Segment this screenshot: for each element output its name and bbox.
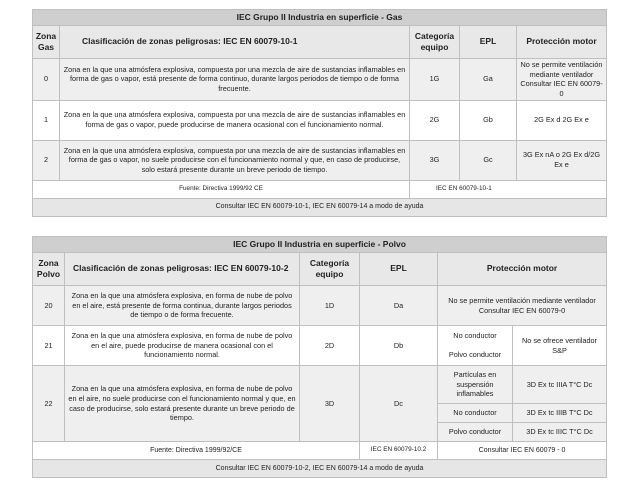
dust-type: No conductor [453, 330, 497, 340]
polvo-header-proteccion: Protección motor [438, 253, 607, 286]
epl-value: Ga [460, 59, 517, 101]
gas-header-zona: Zona Gas [33, 26, 60, 59]
motor-protection: 3D Ex tc IIIA T°C Dc [513, 366, 607, 404]
epl-value: Db [360, 326, 438, 366]
zone-description: Zona en la que una atmósfera explosiva, compuesta por una mezcla de aire de sustancias inflamables en forma de gas o vapor, no suele producirse con el funcionamiento normal y que, en caso de producirse, solo estará presente durante un breve periodo de tiempo. [60, 140, 410, 180]
epl-value: Gb [460, 100, 517, 140]
table-row [33, 59, 607, 101]
motor-protection: No se permite ventilación mediante ventilador Consultar IEC EN 60079-0 [517, 59, 607, 101]
motor-protection: No se permite ventilación mediante ventilador Consultar IEC EN 60079-0 [438, 286, 607, 326]
polvo-header-clasificacion: Clasificación de zonas peligrosas: IEC EN 60079-10-2 [65, 253, 300, 286]
polvo-table-title: IEC Grupo II Industria en superficie - Polvo [33, 237, 607, 253]
zone-description: Zona en la que una atmósfera explosiva, en forma de nube de polvo en el aire, está presente de forma continua, durante largos periodos de tiempo o de forma frecuente. [65, 286, 300, 326]
dust-type: Partículas en suspensión inflamables [438, 366, 513, 404]
gas-header-categoria: Categoría equipo [410, 26, 460, 59]
zone-number: 1 [33, 100, 60, 140]
equipment-category: 1D [300, 286, 360, 326]
gas-table [32, 9, 607, 217]
gas-source-iec: IEC EN 60079-10-1 [410, 180, 607, 198]
table-row [33, 100, 607, 140]
zone-number: 20 [33, 286, 65, 326]
zone-description: Zona en la que una atmósfera explosiva, en forma de nube de polvo en el aire, puede producirse de manera ocasional con el funcionamiento normal. [65, 326, 300, 366]
motor-protection: No se ofrece ventilador S&P [513, 326, 607, 366]
gas-note-row [33, 198, 607, 216]
table-row [33, 286, 607, 326]
polvo-note-row [33, 460, 607, 478]
gas-note: Consultar IEC EN 60079-10-1, IEC EN 60079-14 a modo de ayuda [33, 198, 607, 216]
gas-source-row [33, 180, 607, 198]
equipment-category: 2G [410, 100, 460, 140]
equipment-category: 2D [300, 326, 360, 366]
polvo-table [32, 236, 607, 478]
zone-description: Zona en la que una atmósfera explosiva, compuesta por una mezcla de aire de sustancias inflamables en forma de gas o vapor, puede producirse de manera ocasional con el funcionamiento normal. [60, 100, 410, 140]
motor-protection: 3D Ex tc IIIB T°C Dc [513, 404, 607, 423]
zone-number: 0 [33, 59, 60, 101]
polvo-header-epl: EPL [360, 253, 438, 286]
polvo-source-iec: IEC EN 60079-10.2 [360, 442, 438, 460]
dust-type: No conductor [438, 404, 513, 423]
zone-number: 21 [33, 326, 65, 366]
equipment-category: 3G [410, 140, 460, 180]
dust-type: Polvo conductor [448, 350, 502, 360]
equipment-category: 3D [300, 366, 360, 442]
table-row [33, 140, 607, 180]
gas-table-title: IEC Grupo II Industria en superficie - Gas [33, 10, 607, 26]
epl-value: Dc [360, 366, 438, 442]
epl-value: Da [360, 286, 438, 326]
polvo-note: Consultar IEC EN 60079-10-2, IEC EN 60079-14 a modo de ayuda [33, 460, 607, 478]
polvo-source-row [33, 442, 607, 460]
motor-protection: 3G Ex nA o 2G Ex d/2G Ex e [517, 140, 607, 180]
motor-protection: 3D Ex tc IIIC T°C Dc [513, 423, 607, 442]
zone-number: 2 [33, 140, 60, 180]
dust-type: Polvo conductor [438, 423, 513, 442]
gas-header-epl: EPL [460, 26, 517, 59]
gas-header-clasificacion: Clasificación de zonas peligrosas: IEC EN 60079-10-1 [60, 26, 410, 59]
gas-source: Fuente: Directiva 1999/92 CE [33, 180, 410, 198]
table-row [33, 326, 607, 346]
epl-value: Gc [460, 140, 517, 180]
table-row [33, 366, 607, 404]
zone-description: Zona en la que una atmósfera explosiva, compuesta por una mezcla de aire de sustancias inflamables en forma de gas o vapor, está presente de forma continuo, durante largos periodos de tiempo o de forma frecuente. [60, 59, 410, 101]
polvo-source: Fuente: Directiva 1999/92/CE [33, 442, 360, 460]
gas-header-row [33, 26, 607, 59]
polvo-source-consultar: Consultar IEC EN 60079 - 0 [438, 442, 607, 460]
motor-protection: 2G Ex d 2G Ex e [517, 100, 607, 140]
equipment-category: 1G [410, 59, 460, 101]
gas-header-proteccion: Protección motor [517, 26, 607, 59]
polvo-header-row [33, 253, 607, 286]
polvo-header-categoria: Categoría equipo [300, 253, 360, 286]
zone-number: 22 [33, 366, 65, 442]
polvo-header-zona: Zona Polvo [33, 253, 65, 286]
zone-description: Zona en la que una atmósfera explosiva, en forma de nube de polvo en el aire, no suele producirse con el funcionamiento normal y que, en caso de producirse, solo estará presente durante un breve periodo de tiempo. [65, 366, 300, 442]
